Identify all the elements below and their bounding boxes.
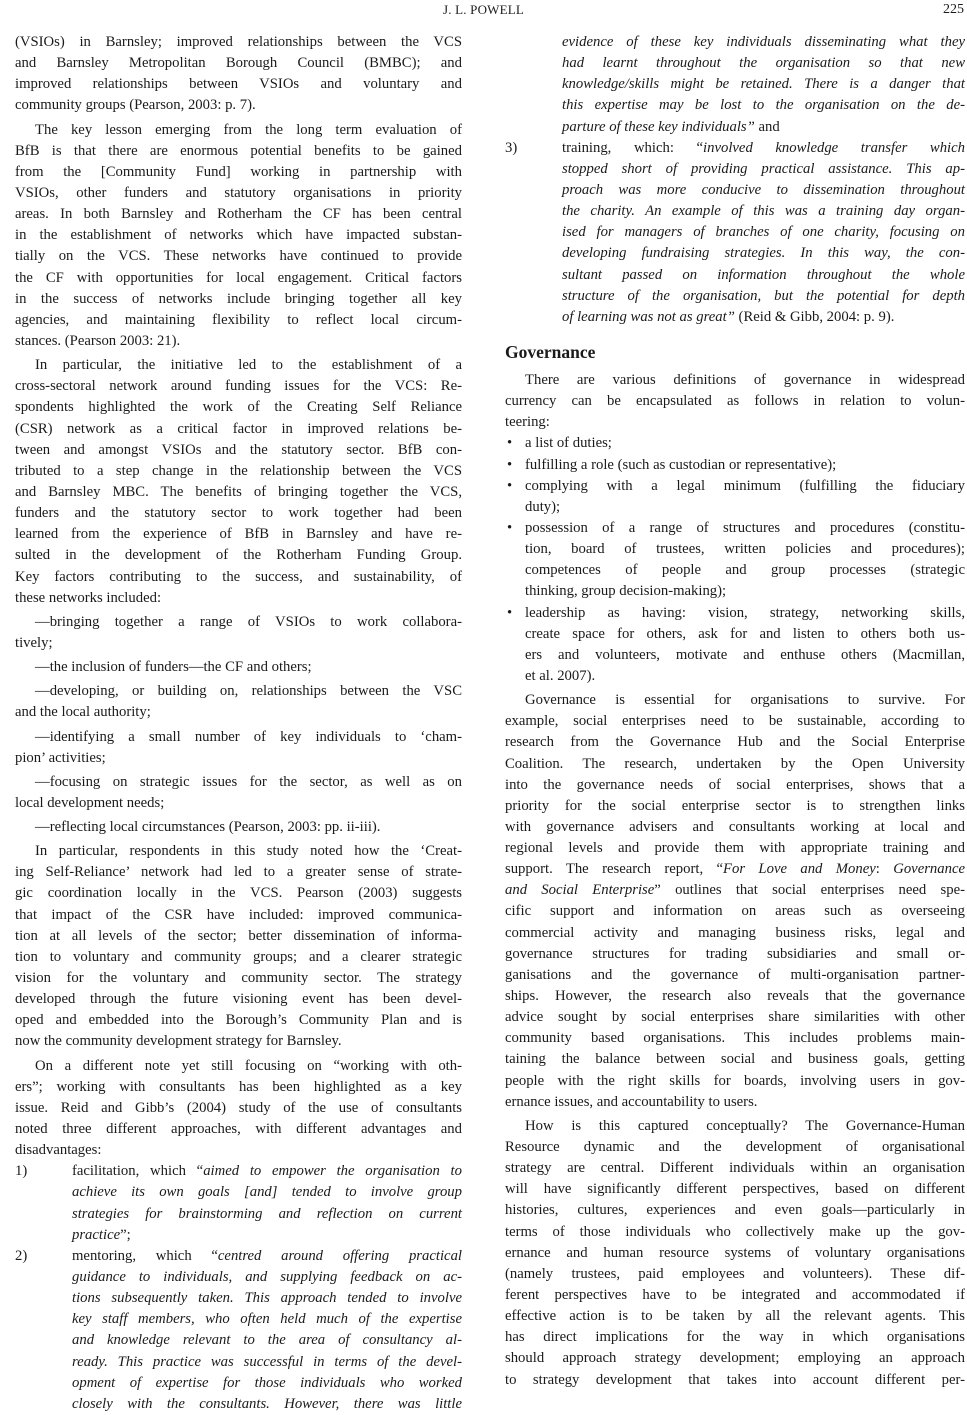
- text-line: governance structures for trading subsidiaries and small or-: [505, 945, 965, 962]
- text-line: priority for the social enterprise sector is to strengthen links: [505, 797, 965, 814]
- text-line: In particular, respondents in this study noted how the ‘Creat-: [35, 843, 462, 860]
- text-line: commercial activity and managing business risks, legal and: [505, 924, 965, 941]
- text-line: in the establishment of networks which have impacted substan-: [15, 227, 462, 244]
- text-line: ferent perspectives have to be integrated and accommodated if: [505, 1287, 965, 1304]
- text-line: areas. In both Barnsley and Rotherham the CF has been central: [15, 206, 462, 223]
- text-line: ers and volunteers, motivate and enthuse others (Macmillan,: [525, 646, 965, 663]
- text-line: teering:: [505, 414, 550, 431]
- text-line: this expertise may be lost to the organisation on the de-: [562, 97, 965, 114]
- text-line: competences of people and group processes (strategic: [525, 562, 965, 579]
- paragraph: [15, 1056, 462, 1162]
- text-line: closely with the consultants. However, there was little: [72, 1395, 462, 1412]
- text-line: sulted in the development of the Rotherham Funding Group.: [15, 547, 462, 564]
- text-line: ships. However, the research also reveals that the governance: [505, 988, 965, 1005]
- text-line: strategy are central. Different individuals within an organisation: [505, 1160, 965, 1177]
- text-line: ised for managers of branches of one charity, focusing on: [562, 224, 965, 241]
- text-line: and Social Enterprise” outlines that social enterprises need spe-: [505, 882, 965, 899]
- paragraph: [505, 1116, 965, 1391]
- text-line: tween and amongst VSIOs and the statutory sector. BfB con-: [15, 441, 462, 458]
- text-line: ganisations and the governance of multi-organisation partner-: [505, 966, 965, 983]
- bullet-marker: •: [507, 519, 513, 536]
- text-line: parture of these key individuals” and: [562, 118, 780, 135]
- text-line: ing Self-Reliance’ network had led to a greater sense of strate-: [15, 864, 462, 881]
- text-line: developing fundraising strategies. In this way, the con-: [562, 245, 965, 262]
- text-line: that impact of the CSR have included: improved communica-: [15, 906, 462, 923]
- text-line: proach was more conducive to dissemination throughout: [562, 181, 965, 198]
- text-line: vision for the voluntary and community sector. The strategy: [15, 970, 462, 987]
- text-line: et al. 2007).: [525, 667, 596, 684]
- text-line: effective action is to be taken by all the relevant agents. This: [505, 1308, 965, 1325]
- text-line: mentoring, which “centred around offering practical: [72, 1247, 462, 1264]
- text-line: On a different note yet still focusing on “working with oth-: [35, 1057, 462, 1074]
- item-number: 1): [15, 1163, 28, 1180]
- page-number: 225: [943, 2, 964, 17]
- text-line: example, social enterprises need to be sustainable, according to: [505, 713, 965, 730]
- running-header: [0, 2, 967, 20]
- text-line: improved relationships between VSIOs and voluntary and: [15, 76, 462, 93]
- section-heading: Governance: [505, 341, 596, 362]
- text-line: strategies for brainstorming and reflection on current: [72, 1205, 462, 1222]
- text-line: knowledge/skills might be retained. There is a danger that: [562, 76, 965, 93]
- text-line: ernance and human resource systems of voluntary organisations: [505, 1244, 965, 1261]
- text-line: histories, cultures, experiences and even goals—particularly in: [505, 1202, 965, 1219]
- paragraph: [15, 727, 462, 769]
- text-line: into the governance needs of social enterprises, shows that a: [505, 776, 965, 793]
- text-line: ready. This practice was successful in terms of the devel-: [72, 1353, 462, 1370]
- text-line: regional levels and provide them with appropriate training and: [505, 840, 965, 857]
- numbered-item: [15, 1161, 462, 1246]
- text-line: There are various definitions of governance in widespread: [525, 371, 965, 388]
- text-line: key staff members, who often held much of the expertise: [72, 1311, 462, 1328]
- text-line: stopped short of providing practical assistance. This ap-: [562, 160, 965, 177]
- text-line: local development needs;: [15, 794, 165, 811]
- text-line: in the success of networks include bringing together all key: [15, 290, 462, 307]
- item-number: 3): [505, 139, 518, 156]
- text-line: oped and embedded into the Borough’s Community Plan and is: [15, 1012, 462, 1029]
- bullet-marker: •: [507, 477, 513, 494]
- text-line: learned from the experience of BfB in Barnsley and have re-: [15, 526, 462, 543]
- text-line: (namely trustees, paid employees and volunteers). These dif-: [505, 1265, 965, 1282]
- text-line: (VSIOs) in Barnsley; improved relationships between the VCS: [15, 34, 462, 50]
- text-line: tion, board of trustees, written policies and procedures);: [525, 541, 965, 558]
- text-line: community based organisations. This includes problems main-: [505, 1030, 965, 1047]
- bullet-marker: •: [507, 435, 513, 452]
- text-line: these networks included:: [15, 589, 162, 606]
- text-line: sultant passed on information throughout the whole: [562, 266, 965, 283]
- text-line: stances. (Pearson 2003: 21).: [15, 332, 181, 349]
- text-line: community groups (Pearson, 2003: p. 7).: [15, 97, 256, 114]
- paragraph: [15, 32, 462, 117]
- text-line: In particular, the initiative led to the establishment of a: [35, 357, 462, 374]
- paragraph: [15, 772, 462, 814]
- text-line: tion to voluntary and community groups; and a clearer strategic: [15, 948, 462, 965]
- text-line: and knowledge relevant to the area of consultancy al-: [72, 1332, 462, 1349]
- text-line: How is this captured conceptually? The Governance-Human: [525, 1117, 965, 1134]
- numbered-item: [15, 1246, 462, 1415]
- bullet-item: [505, 476, 965, 518]
- text-line: —identifying a small number of key individuals to ‘cham-: [35, 728, 462, 745]
- text-line: facilitation, which “aimed to empower the organisation to: [72, 1163, 462, 1180]
- text-line: spondents highlighted the work of the Creating Self Reliance: [15, 399, 462, 416]
- paragraph: [15, 355, 462, 609]
- left-column: [15, 32, 462, 1415]
- text-line: funders and the statutory sector to work together had been: [15, 505, 462, 522]
- text-line: complying with a legal minimum (fulfilling the fiduciary: [525, 477, 965, 494]
- text-line: support. The research report, “For Love and Money: Governance: [505, 861, 965, 878]
- text-line: now the community development strategy for Barnsley.: [15, 1033, 342, 1050]
- text-line: (CSR) network as a critical factor in improved relations be-: [15, 420, 462, 437]
- text-line: Key factors contributing to the success, and sustainability, of: [15, 568, 462, 585]
- text-line: VSIOs, other funders and statutory organisations in priority: [15, 184, 462, 201]
- text-line: tively;: [15, 634, 53, 651]
- text-line: duty);: [525, 498, 561, 515]
- right-column: [505, 32, 965, 1391]
- paragraph: [15, 120, 462, 353]
- text-line: should approach strategy development; employing an approach: [505, 1350, 965, 1367]
- bullet-item: [505, 603, 965, 688]
- text-line: structure of the organisation, but the potential for depth: [562, 287, 965, 304]
- paragraph: [15, 817, 462, 838]
- paragraph: [15, 681, 462, 723]
- text-line: and Barnsley MBC. The benefits of bringing together the VCS,: [15, 483, 462, 500]
- text-line: The key lesson emerging from the long term evaluation of: [35, 121, 462, 138]
- text-line: opment of expertise for those individuals who worked: [72, 1374, 462, 1391]
- text-line: noted three different approaches, with different advantages and: [15, 1121, 462, 1138]
- running-head-author: J. L. POWELL: [442, 2, 525, 17]
- text-line: taining the balance between social and business goals, getting: [505, 1051, 965, 1068]
- paragraph: [15, 612, 462, 654]
- bullet-item: [505, 518, 965, 603]
- text-line: —focusing on strategic issues for the sector, as well as on: [35, 773, 462, 790]
- text-line: fulfilling a role (such as custodian or representative);: [525, 456, 837, 473]
- text-line: achieve its own goals [and] tended to involve group: [72, 1184, 462, 1201]
- text-line: agencies, and maintaining flexibility to reflect local circum-: [15, 311, 462, 328]
- text-line: tion at all levels of the sector; better dissemination of informa-: [15, 927, 462, 944]
- text-line: gic coordination locally in the VCS. Pearson (2003) suggests: [15, 885, 462, 902]
- text-line: —developing, or building on, relationships between the VSC: [35, 683, 462, 700]
- text-line: of learning was not as great” (Reid & Gibb, 2004: p. 9).: [562, 308, 895, 325]
- text-line: research from the Governance Hub and the Social Enterprise: [505, 734, 965, 751]
- text-line: advice sought by social enterprises share similarities with other: [505, 1009, 965, 1026]
- text-line: the CF with opportunities for local engagement. Critical factors: [15, 269, 462, 286]
- text-line: from the [Community Fund] working in partnership with: [15, 163, 462, 180]
- text-line: practice”;: [72, 1226, 131, 1243]
- text-line: has direct implications for the way in which organisations: [505, 1329, 965, 1346]
- text-line: —the inclusion of funders—the CF and others;: [35, 659, 312, 676]
- bullet-item: [505, 433, 965, 454]
- text-line: disadvantages:: [15, 1142, 102, 1159]
- text-line: cific support and information on areas such as overseeing: [505, 903, 965, 920]
- text-line: currency can be encapsulated as follows in relation to volun-: [505, 393, 965, 410]
- text-line: developed through the future visioning event has been devel-: [15, 991, 462, 1008]
- paragraph: [505, 690, 965, 1113]
- text-line: the charity. An example of this was a training day organ-: [562, 203, 965, 220]
- text-line: and the local authority;: [15, 704, 151, 721]
- item-number: 2): [15, 1247, 28, 1264]
- bullet-item: [505, 455, 965, 476]
- text-line: leadership as having: vision, strategy, networking skills,: [525, 604, 965, 621]
- text-line: pion’ activities;: [15, 749, 106, 766]
- text-line: possession of a range of structures and procedures (constitu-: [525, 519, 965, 536]
- text-line: had learnt throughout the organisation so that new: [562, 55, 965, 72]
- text-line: tions subsequently taken. This approach tended to involve: [72, 1290, 462, 1307]
- text-line: and Barnsley Metropolitan Borough Council (BMBC); and: [15, 55, 462, 72]
- text-line: —reflecting local circumstances (Pearson, 2003: pp. ii-iii).: [35, 819, 381, 836]
- paragraph: [505, 370, 965, 433]
- text-line: terms of those individuals who collectively make up the gov-: [505, 1223, 965, 1240]
- text-line: thinking, group decision-making);: [525, 583, 727, 600]
- text-line: evidence of these key individuals disseminating what they: [562, 34, 965, 50]
- text-line: Coalition. The research, undertaken by the Open University: [505, 755, 965, 772]
- bullet-marker: •: [507, 456, 513, 473]
- bullet-marker: •: [507, 604, 513, 621]
- text-line: to strategy development that takes into account different per-: [505, 1371, 965, 1388]
- numbered-item: [505, 138, 965, 328]
- text-line: a list of duties;: [525, 435, 612, 452]
- text-line: create space for others, ask for and listen to others both us-: [525, 625, 965, 642]
- text-line: Governance is essential for organisations to survive. For: [525, 692, 965, 709]
- text-line: Resource dynamic and the development of organisational: [505, 1139, 965, 1156]
- text-line: tributed to a step change in the relationship between the VCS: [15, 462, 462, 479]
- numbered-item: [505, 32, 965, 138]
- text-line: ers”; working with consultants has been highlighted as a key: [15, 1078, 462, 1095]
- text-line: —bringing together a range of VSIOs to work collabora-: [35, 613, 462, 630]
- text-line: cross-sectoral network around funding issues for the VCS: Re-: [15, 378, 462, 395]
- text-line: will have significantly different perspectives, based on different: [505, 1181, 965, 1198]
- paragraph: [15, 841, 462, 1052]
- text-line: with governance advisers and consultants working at local and: [505, 818, 965, 835]
- text-line: people with the right skills for boards, involving users in gov-: [505, 1072, 965, 1089]
- text-line: ernance issues, and accountability to users.: [505, 1093, 758, 1110]
- text-line: BfB is that there are enormous potential benefits to be gained: [15, 142, 462, 159]
- text-line: tially on the VCS. These networks have continued to provide: [15, 248, 462, 265]
- text-line: issue. Reid and Gibb’s (2004) study of the use of consultants: [15, 1099, 462, 1116]
- text-line: guidance to individuals, and supplying feedback on ac-: [72, 1269, 462, 1286]
- paragraph: [15, 657, 462, 678]
- text-line: training, which: “involved knowledge transfer which: [562, 139, 965, 156]
